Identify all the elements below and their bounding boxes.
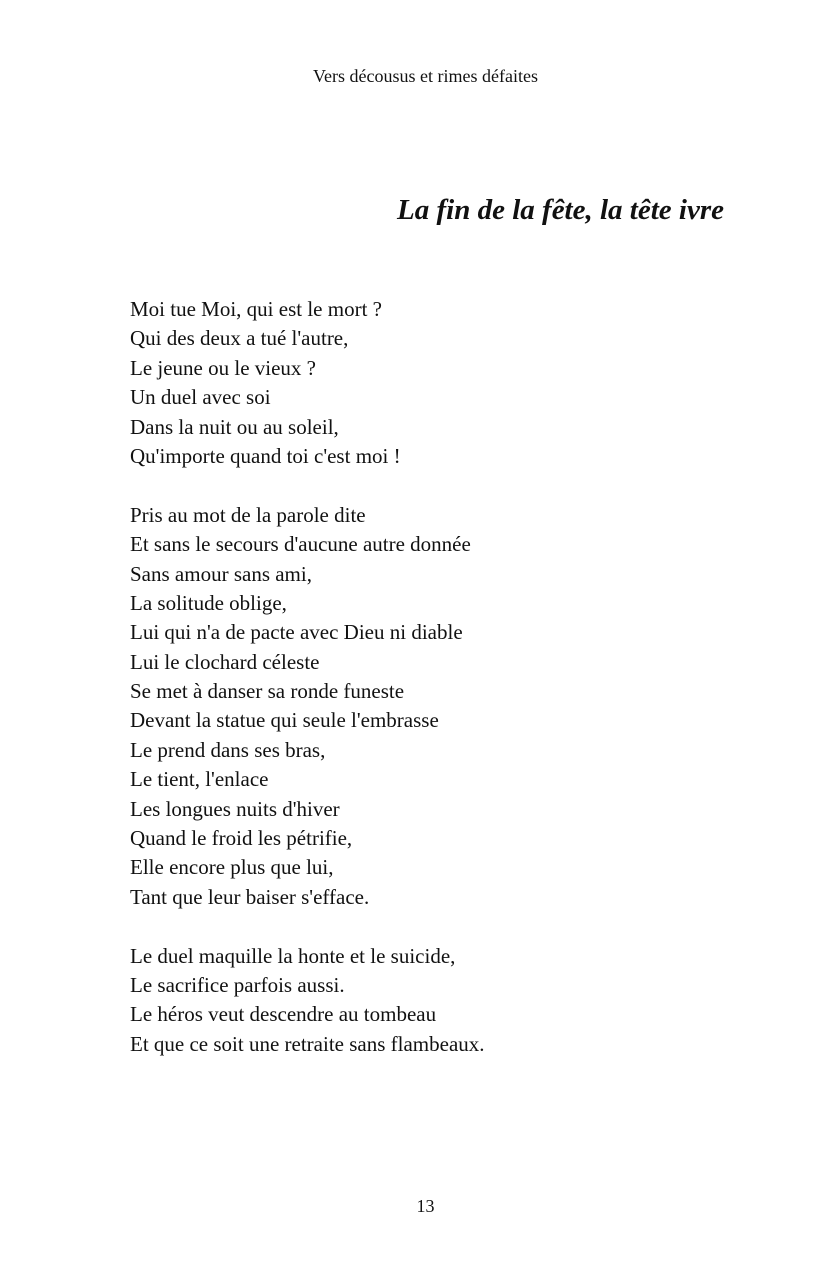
poem-line: Le duel maquille la honte et le suicide, [130, 943, 456, 968]
poem-line: Qui des deux a tué l'autre, [130, 326, 349, 351]
poem-line: Moi tue Moi, qui est le mort ? [130, 297, 382, 321]
poem-line: Et sans le secours d'aucune autre donnée [130, 532, 471, 557]
poem-line: Lui le clochard céleste [130, 649, 320, 674]
poem-line: Les longues nuits d'hiver [130, 796, 340, 821]
poem-line: Le prend dans ses bras, [130, 737, 326, 762]
stanza-1 [130, 295, 750, 471]
poem-line: La solitude oblige, [130, 590, 287, 615]
poem-line: Se met à danser sa ronde funeste [130, 679, 405, 704]
stanza-2 [130, 501, 750, 912]
poem-line: Le tient, l'enlace [130, 767, 269, 792]
poem-body [130, 295, 750, 1089]
poem-line: Qu'importe quand toi c'est moi ! [130, 443, 401, 468]
poem-line: Et que ce soit une retraite sans flambeaux. [130, 1031, 485, 1056]
poem-line: Un duel avec soi [130, 385, 271, 410]
page-number: 13 [416, 1196, 435, 1216]
poem-line: Lui qui n'a de pacte avec Dieu ni diable [130, 620, 463, 645]
poem-line: Sans amour sans ami, [130, 561, 312, 586]
poem-line: Elle encore plus que lui, [130, 855, 334, 880]
poem-line: Devant la statue qui seule l'embrasse [130, 708, 439, 733]
poem-title: La fin de la fête, la tête ivre [397, 194, 724, 226]
running-header: Vers décousus et rimes défaites [313, 66, 538, 86]
poem-line: Le sacrifice parfois aussi. [130, 972, 345, 997]
poem-line: Dans la nuit ou au soleil, [130, 414, 339, 439]
poem-line: Tant que leur baiser s'efface. [130, 884, 370, 909]
poem-line: Le jeune ou le vieux ? [130, 355, 317, 380]
poem-line: Le héros veut descendre au tombeau [130, 1002, 437, 1027]
poem-line: Pris au mot de la parole dite [130, 502, 366, 527]
stanza-3 [130, 942, 750, 1060]
poem-line: Quand le froid les pétrifie, [130, 826, 353, 851]
